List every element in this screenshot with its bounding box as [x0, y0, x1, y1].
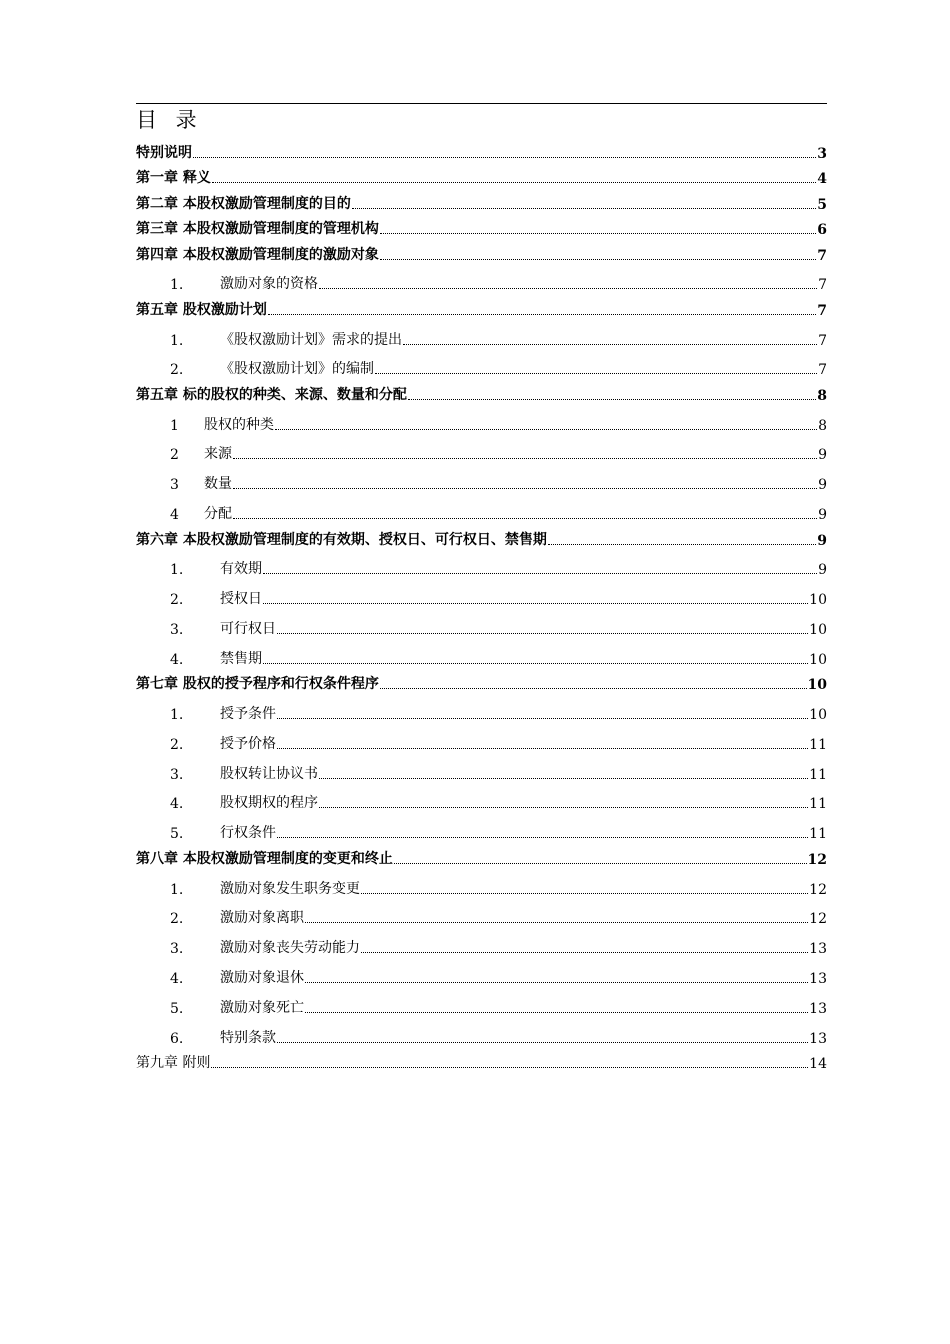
toc-entry-number: 4. [170, 970, 184, 987]
toc-dot-leader [193, 157, 816, 158]
toc-page-number: 9 [818, 507, 827, 524]
toc-entry-label: 激励对象的资格 [220, 276, 318, 293]
toc-entry-label: 第二章 本股权激励管理制度的目的 [136, 195, 351, 212]
toc-dot-leader [361, 952, 808, 953]
toc-entry-label: 股权的种类 [204, 416, 274, 433]
toc-page-number: 7 [817, 302, 827, 319]
toc-section-entry[interactable] [136, 549, 827, 579]
toc-section-entry[interactable] [136, 693, 827, 723]
toc-dot-leader [263, 573, 817, 574]
toc-section-entry[interactable] [136, 898, 827, 928]
toc-entry-label: 第三章 本股权激励管理制度的管理机构 [136, 221, 379, 237]
toc-entry-label: 禁售期 [220, 650, 262, 667]
toc-section-entry[interactable] [136, 463, 827, 493]
toc-page-number: 4 [817, 171, 827, 187]
toc-chapter-entry[interactable] [136, 238, 827, 264]
toc-page-number: 11 [809, 736, 827, 753]
toc-section-entry[interactable] [136, 608, 827, 638]
toc-dot-leader [408, 399, 816, 400]
toc-dot-leader [380, 259, 816, 260]
toc-section-entry[interactable] [136, 264, 827, 294]
toc-entry-label: 激励对象发生职务变更 [220, 880, 360, 897]
toc-entry-number: 1 [170, 417, 179, 434]
toc-section-entry[interactable] [136, 319, 827, 349]
toc-page-number: 10 [809, 707, 827, 724]
toc-entry-number: 1. [170, 881, 184, 898]
toc-page-number: 7 [817, 247, 827, 264]
toc-section-entry[interactable] [136, 783, 827, 813]
toc-page-number: 14 [809, 1056, 827, 1073]
toc-page-number: 8 [817, 387, 827, 404]
toc-dot-leader [268, 314, 816, 315]
toc-dot-leader [352, 208, 816, 209]
toc-entry-number: 2. [170, 911, 184, 928]
toc-dot-leader [233, 458, 817, 459]
toc-dot-leader [263, 603, 808, 604]
toc-chapter-entry[interactable] [136, 162, 827, 188]
toc-dot-leader [380, 688, 807, 689]
toc-entry-number: 3. [170, 621, 184, 638]
toc-section-entry[interactable] [136, 434, 827, 464]
toc-page-number: 13 [809, 1030, 827, 1047]
toc-entry-label: 激励对象离职 [220, 910, 304, 927]
toc-page-number: 3 [817, 145, 827, 162]
toc-entry-number: 2. [170, 736, 184, 753]
toc-entry-label: 激励对象死亡 [220, 999, 304, 1016]
toc-entry-label: 《股权激励计划》的编制 [220, 361, 374, 378]
toc-entry-label: 第五章 股权激励计划 [136, 301, 267, 318]
toc-chapter-entry[interactable] [136, 668, 827, 694]
toc-section-entry[interactable] [136, 638, 827, 668]
toc-entry-number: 1. [170, 562, 184, 579]
toc-dot-leader [211, 1067, 808, 1068]
toc-page-number: 13 [809, 1000, 827, 1017]
toc-entry-number: 4. [170, 651, 184, 668]
toc-entry-label: 授予条件 [220, 706, 276, 723]
toc-entry-label: 第一章 释义 [136, 170, 211, 186]
toc-chapter-entry[interactable] [136, 523, 827, 549]
toc-dot-leader [319, 807, 808, 808]
toc-dot-leader [305, 922, 808, 923]
toc-entry-label: 授权日 [220, 591, 262, 608]
toc-dot-leader [212, 182, 816, 183]
toc-entry-number: 5. [170, 1000, 184, 1017]
toc-entry-number: 3. [170, 941, 184, 958]
toc-section-entry[interactable] [136, 349, 827, 379]
toc-list [136, 136, 827, 1072]
toc-dot-leader [394, 863, 807, 864]
toc-entry-label: 《股权激励计划》需求的提出 [220, 331, 402, 348]
toc-chapter-entry[interactable] [136, 378, 827, 404]
toc-page-number: 10 [809, 592, 827, 609]
toc-page-number: 11 [809, 796, 827, 813]
toc-chapter-entry[interactable] [136, 187, 827, 213]
toc-dot-leader [380, 233, 816, 234]
toc-section-entry[interactable] [136, 578, 827, 608]
toc-dot-leader [233, 488, 817, 489]
toc-entry-number: 1. [170, 332, 184, 349]
toc-section-entry[interactable] [136, 404, 827, 434]
toc-page-number: 7 [818, 277, 827, 294]
toc-section-entry[interactable] [136, 753, 827, 783]
toc-entry-number: 6. [170, 1030, 184, 1047]
toc-entry-number: 5. [170, 826, 184, 843]
toc-page-number: 7 [818, 332, 827, 349]
toc-page-number: 13 [809, 970, 827, 987]
toc-dot-leader [275, 429, 817, 430]
toc-page-number: 11 [809, 826, 827, 843]
toc-dot-leader [403, 344, 817, 345]
toc-section-entry[interactable] [136, 1017, 827, 1047]
toc-chapter-entry[interactable] [136, 213, 827, 239]
toc-page-number: 9 [818, 562, 827, 579]
toc-section-entry[interactable] [136, 927, 827, 957]
toc-page-number: 10 [809, 621, 827, 638]
toc-entry-label: 第四章 本股权激励管理制度的激励对象 [136, 246, 379, 263]
toc-entry-number: 3 [170, 477, 179, 494]
toc-page-number: 12 [809, 881, 827, 898]
toc-section-entry[interactable] [136, 812, 827, 842]
toc-dot-leader [277, 748, 808, 749]
toc-dot-leader [548, 544, 816, 545]
toc-chapter-entry[interactable] [136, 842, 827, 868]
toc-entry-label: 第八章 本股权激励管理制度的变更和终止 [136, 850, 393, 867]
toc-section-entry[interactable] [136, 493, 827, 523]
toc-entry-number: 2. [170, 592, 184, 609]
toc-page-number: 9 [817, 532, 827, 549]
toc-page-number: 13 [809, 941, 827, 958]
toc-entry-number: 4. [170, 796, 184, 813]
toc-dot-leader [305, 1012, 808, 1013]
toc-chapter-entry[interactable] [136, 1047, 827, 1073]
toc-entry-number: 3. [170, 766, 184, 783]
toc-page-number: 10 [809, 651, 827, 668]
toc-entry-label: 分配 [204, 506, 232, 523]
toc-chapter-entry[interactable] [136, 136, 827, 162]
toc-entry-label: 第五章 标的股权的种类、来源、数量和分配 [136, 386, 407, 403]
toc-title: 目 录 [136, 108, 203, 132]
toc-entry-label: 股权转让协议书 [220, 765, 318, 782]
toc-page-number: 10 [807, 677, 827, 694]
toc-entry-label: 激励对象丧失劳动能力 [220, 940, 360, 957]
toc-entry-number: 1. [170, 707, 184, 724]
toc-section-entry[interactable] [136, 987, 827, 1017]
toc-dot-leader [277, 633, 808, 634]
toc-page-number: 7 [818, 362, 827, 379]
toc-dot-leader [319, 288, 817, 289]
toc-entry-label: 有效期 [220, 561, 262, 578]
toc-entry-number: 2. [170, 362, 184, 379]
toc-dot-leader [233, 518, 817, 519]
toc-page-number: 6 [817, 222, 827, 238]
toc-page-number: 8 [818, 417, 827, 434]
toc-section-entry[interactable] [136, 723, 827, 753]
toc-dot-leader [361, 893, 808, 894]
toc-entry-label: 授予价格 [220, 735, 276, 752]
toc-page-number: 9 [818, 447, 827, 464]
toc-dot-leader [305, 982, 808, 983]
toc-dot-leader [375, 373, 817, 374]
toc-page-number: 12 [809, 911, 827, 928]
toc-entry-label: 第六章 本股权激励管理制度的有效期、授权日、可行权日、禁售期 [136, 531, 547, 548]
toc-entry-label: 数量 [204, 476, 232, 493]
header-rule [136, 103, 827, 104]
toc-entry-label: 特别条款 [220, 1029, 276, 1046]
toc-dot-leader [319, 778, 808, 779]
toc-page-number: 11 [809, 766, 827, 783]
toc-dot-leader [277, 1042, 808, 1043]
toc-section-entry[interactable] [136, 957, 827, 987]
toc-section-entry[interactable] [136, 868, 827, 898]
toc-entry-number: 4 [170, 507, 179, 524]
toc-dot-leader [277, 837, 808, 838]
toc-entry-label: 激励对象退休 [220, 969, 304, 986]
toc-entry-label: 可行权日 [220, 620, 276, 637]
toc-entry-label: 来源 [204, 446, 232, 463]
toc-entry-label: 特别说明 [136, 144, 192, 161]
toc-entry-label: 第九章 附则 [136, 1055, 211, 1072]
toc-entry-label: 行权条件 [220, 825, 276, 842]
toc-page-number: 5 [817, 196, 827, 213]
toc-entry-number: 1. [170, 277, 184, 294]
toc-chapter-entry[interactable] [136, 293, 827, 319]
toc-page [136, 103, 827, 1072]
toc-dot-leader [277, 718, 808, 719]
toc-page-number: 9 [818, 477, 827, 494]
toc-dot-leader [263, 663, 808, 664]
toc-entry-label: 股权期权的程序 [220, 795, 318, 812]
toc-page-number: 12 [807, 851, 827, 868]
toc-entry-number: 2 [170, 447, 179, 464]
toc-entry-label: 第七章 股权的授予程序和行权条件程序 [136, 676, 379, 693]
